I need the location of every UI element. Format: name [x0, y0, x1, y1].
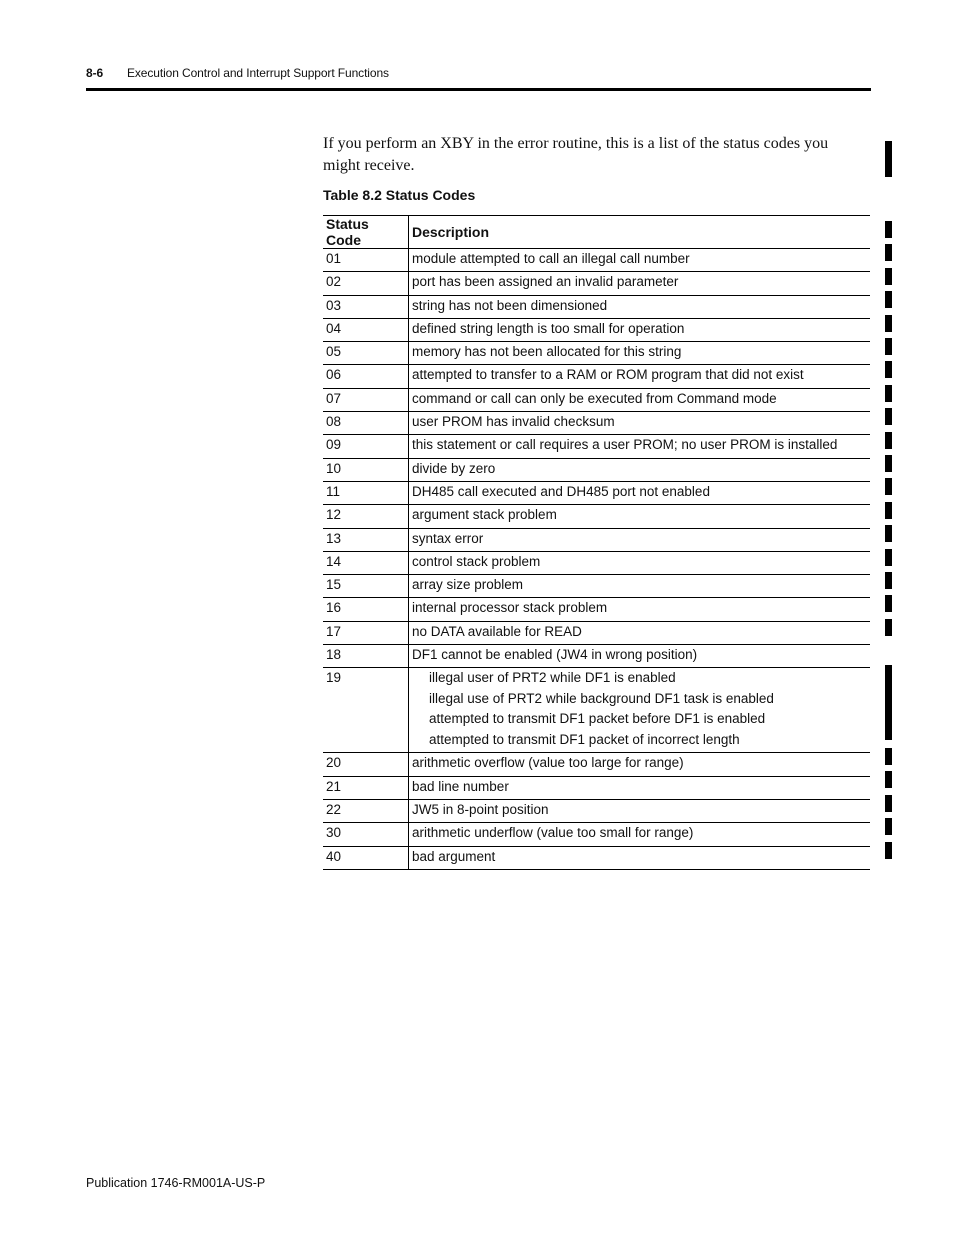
change-bar [885, 665, 892, 740]
status-code-cell: 16 [323, 598, 409, 621]
change-bar [885, 549, 892, 566]
change-bar [885, 221, 892, 238]
table-row [323, 295, 870, 318]
status-code-cell: 19 [323, 668, 409, 753]
change-bar [885, 478, 892, 495]
change-bar [885, 141, 892, 177]
header-rule [86, 88, 871, 91]
table-row [323, 668, 870, 753]
status-code-cell: 10 [323, 458, 409, 481]
description-line: attempted to transmit DF1 packet before DF1 is enabled [429, 711, 766, 727]
change-bar [885, 385, 892, 402]
description-cell: no DATA available for READ [409, 621, 871, 644]
change-bar [885, 619, 892, 636]
table-row [323, 458, 870, 481]
table-row [323, 823, 870, 846]
change-bar [885, 455, 892, 472]
page-header [86, 66, 871, 80]
status-code-cell: 09 [323, 435, 409, 458]
status-code-cell: 20 [323, 753, 409, 776]
description-line: illegal use of PRT2 while background DF1 task is enabled [429, 690, 774, 706]
description-cell: bad line number [409, 776, 871, 799]
status-code-cell: 04 [323, 318, 409, 341]
status-code-cell: 30 [323, 823, 409, 846]
change-bar [885, 771, 892, 788]
status-code-cell: 12 [323, 505, 409, 528]
table-row [323, 412, 870, 435]
status-code-cell: 22 [323, 799, 409, 822]
status-code-cell: 03 [323, 295, 409, 318]
description-cell: divide by zero [409, 458, 871, 481]
table-row [323, 551, 870, 574]
change-bar [885, 315, 892, 332]
table-row [323, 598, 870, 621]
change-bar [885, 748, 892, 765]
status-code-cell: 07 [323, 388, 409, 411]
table-row [323, 365, 870, 388]
header-status-code: Status Code [323, 216, 409, 249]
description-cell: DH485 call executed and DH485 port not enabled [409, 481, 871, 504]
change-bar [885, 842, 892, 859]
description-cell: internal processor stack problem [409, 598, 871, 621]
table-row [323, 846, 870, 869]
change-bar [885, 432, 892, 449]
table-row [323, 528, 870, 551]
status-codes-table [323, 215, 870, 870]
description-cell: user PROM has invalid checksum [409, 412, 871, 435]
description-cell: JW5 in 8-point position [409, 799, 871, 822]
status-code-cell: 06 [323, 365, 409, 388]
status-code-cell: 18 [323, 645, 409, 668]
table-body [323, 249, 870, 870]
description-cell: this statement or call requires a user PROM; no user PROM is installed [409, 435, 871, 458]
description-cell: bad argument [409, 846, 871, 869]
change-bar [885, 595, 892, 612]
change-bar [885, 291, 892, 308]
table-row [323, 575, 870, 598]
table-caption: Table 8.2 Status Codes [323, 187, 476, 203]
description-cell: arithmetic underflow (value too small for range) [409, 823, 871, 846]
change-bar [885, 268, 892, 285]
change-bar [885, 502, 892, 519]
change-bar [885, 525, 892, 542]
description-cell: syntax error [409, 528, 871, 551]
description-cell: control stack problem [409, 551, 871, 574]
table-row [323, 388, 870, 411]
table-row [323, 621, 870, 644]
description-cell: module attempted to call an illegal call number [409, 249, 871, 272]
table-header-row [323, 216, 870, 249]
description-cell: DF1 cannot be enabled (JW4 in wrong position) [409, 645, 871, 668]
status-code-cell: 15 [323, 575, 409, 598]
status-code-cell: 40 [323, 846, 409, 869]
header-description: Description [409, 216, 871, 249]
table-row [323, 753, 870, 776]
description-cell: command or call can only be executed from Command mode [409, 388, 871, 411]
description-cell: array size problem [409, 575, 871, 598]
chapter-title: Execution Control and Interrupt Support Functions [127, 66, 389, 80]
table-row [323, 645, 870, 668]
status-code-cell: 01 [323, 249, 409, 272]
table-row [323, 505, 870, 528]
status-code-cell: 08 [323, 412, 409, 435]
description-cell [409, 668, 871, 753]
description-cell: argument stack problem [409, 505, 871, 528]
description-cell: arithmetic overflow (value too large for range) [409, 753, 871, 776]
description-cell: port has been assigned an invalid parameter [409, 272, 871, 295]
table-row [323, 249, 870, 272]
table-row [323, 318, 870, 341]
status-code-cell: 05 [323, 342, 409, 365]
change-bar [885, 244, 892, 261]
description-cell: string has not been dimensioned [409, 295, 871, 318]
table-row [323, 272, 870, 295]
table-row [323, 481, 870, 504]
table-row [323, 435, 870, 458]
description-line: attempted to transmit DF1 packet of incorrect length [429, 731, 740, 747]
description-cell: defined string length is too small for operation [409, 318, 871, 341]
change-bar [885, 818, 892, 835]
change-bar [885, 572, 892, 589]
status-code-cell: 13 [323, 528, 409, 551]
footer-publication: Publication 1746-RM001A-US-P [86, 1176, 266, 1190]
status-code-cell: 02 [323, 272, 409, 295]
page-number: 8-6 [86, 66, 104, 80]
intro-paragraph: If you perform an XBY in the error routine, this is a list of the status codes you might receive. [323, 135, 829, 174]
description-cell: memory has not been allocated for this string [409, 342, 871, 365]
description-line: illegal user of PRT2 while DF1 is enabled [429, 670, 676, 686]
change-bar [885, 361, 892, 378]
change-bar [885, 338, 892, 355]
change-bar [885, 795, 892, 812]
table-row [323, 776, 870, 799]
status-code-cell: 21 [323, 776, 409, 799]
change-bar [885, 408, 892, 425]
status-code-cell: 14 [323, 551, 409, 574]
status-code-cell: 17 [323, 621, 409, 644]
description-cell: attempted to transfer to a RAM or ROM program that did not exist [409, 365, 871, 388]
table-row [323, 799, 870, 822]
table-row [323, 342, 870, 365]
status-code-cell: 11 [323, 481, 409, 504]
